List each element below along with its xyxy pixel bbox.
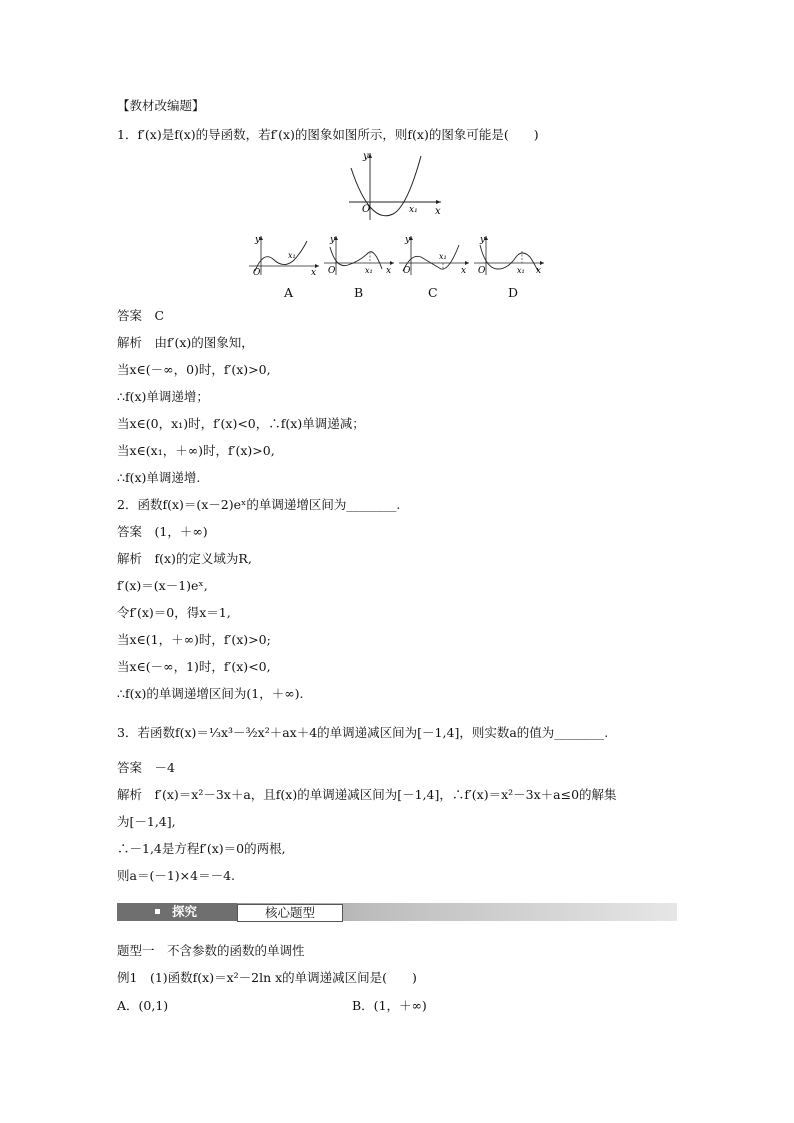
x1-label: x₁ [409,205,418,215]
q2-answer: 答案 (1，＋∞) [117,524,208,539]
q2-solution-line: 当x∈(1，＋∞)时，f′(x)>0; [117,632,271,647]
section-title: 题型一 不含参数的函数的单调性 [117,943,305,958]
q3-stem: 3．若函数f(x)＝⅓x³－³⁄₂x²＋ax＋4的单调递减区间为[－1,4]，则实数a的值为________. [117,725,609,740]
option-b-label: B [354,285,364,300]
origin-label: O [362,204,371,215]
derivative-graph [345,150,445,222]
option-a-graph [247,233,323,277]
q3-solution-line: 解析 f′(x)＝x²－3x＋a，且f(x)的单调递减区间为[－1,4]，∴f′(x)＝x²－3x＋a≤0的解集 [117,787,617,802]
q1-solution-line: 当x∈(x₁，＋∞)时，f′(x)>0, [117,443,275,458]
y-label: y [363,151,369,162]
option-b-graph [322,233,398,277]
q3-solution-line: 则a＝(－1)×4＝－4. [117,868,236,883]
svg-text:y: y [330,235,336,245]
svg-text:x: x [461,266,467,276]
x-axis-arrow [436,200,441,204]
q3-solution-line: 为[－1,4], [117,814,176,829]
svg-text:y: y [255,235,261,245]
choice-b: B．(1，＋∞) [352,998,427,1013]
q1-solution-line: 当x∈(0，x₁)时，f′(x)<0，∴f(x)单调递减； [117,416,365,431]
x-label: x [435,206,441,217]
option-d-graph [472,233,548,277]
svg-text:y: y [405,235,411,245]
q1-solution-line: 当x∈(－∞，0)时，f′(x)>0, [117,362,271,377]
svg-text:x: x [386,266,392,276]
q3-solution-line: ∴－1,4是方程f′(x)＝0的两根, [117,841,286,856]
svg-text:x: x [311,268,317,277]
choice-a: A．(0,1) [117,998,169,1013]
q2-stem: 2．函数f(x)＝(x－2)eˣ的单调递增区间为________. [117,497,401,512]
svg-text:x₁: x₁ [517,266,525,275]
q2-solution-line: f′(x)＝(x－1)eˣ, [117,578,208,593]
option-c-label: C [428,285,438,300]
svg-text:x: x [536,266,542,276]
banner-topic-tag: 核心题型 [237,904,343,922]
q1-answer: 答案 C [117,308,165,323]
svg-text:x₁: x₁ [365,266,373,275]
q2-solution-line: 当x∈(－∞，1)时，f′(x)<0, [117,659,271,674]
svg-text:O: O [478,266,486,276]
q1-solution-line: 解析 由f′(x)的图象知， [117,335,254,350]
example-stem: 例1 (1)函数f(x)＝x²－2ln x的单调递减区间是( ) [117,970,417,985]
q2-solution-line: ∴f(x)的单调递增区间为(1，＋∞). [117,686,304,701]
svg-text:x₁: x₁ [439,252,447,261]
svg-text:O: O [328,266,336,276]
q2-solution-line: 解析 f(x)的定义域为R, [117,551,252,566]
option-d-label: D [508,285,519,300]
option-c-graph [397,233,473,277]
q2-solution-line: 令f′(x)＝0，得x＝1, [117,605,231,620]
q3-answer: 答案 －4 [117,760,175,775]
q1-stem: 1．f′(x)是f(x)的导函数，若f′(x)的图象如图所示，则f(x)的图象可能是( ) [117,127,539,142]
q1-solution-line: ∴f(x)单调递增. [117,470,201,485]
svg-text:O: O [253,268,261,277]
svg-text:y: y [480,235,486,245]
section-header: 【教材改编题】 [117,98,205,113]
section-banner [117,903,677,923]
svg-text:O: O [403,266,411,276]
banner-explore-tag: 探究 [117,903,237,921]
svg-text:x₁: x₁ [288,251,296,260]
square-bullet-icon [155,909,160,914]
q1-solution-line: ∴f(x)单调递增； [117,389,209,404]
option-a-label: A [284,285,294,300]
